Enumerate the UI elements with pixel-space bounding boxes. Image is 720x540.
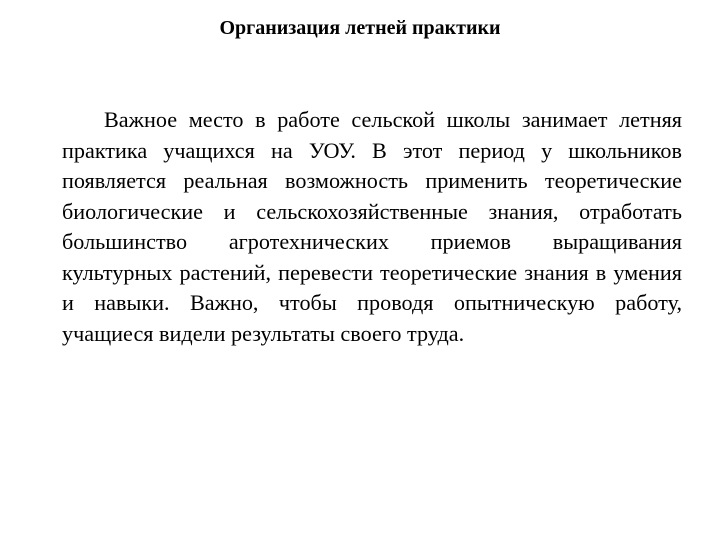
- slide-title: Организация летней практики: [219, 17, 501, 39]
- body-paragraph: Важное место в работе сельской школы занимает летняя практика учащихся на УОУ. В этот период у школьников появляется реальная возможность применить теоретические биологические и сельскохозяйственные знания, отработать большинство агротехнических приемов выращивания культурных растений, перевести теоретические знания в умения и навыки. Важно, чтобы проводя опытническую работу, учащиеся видели результаты своего труда.: [62, 107, 682, 346]
